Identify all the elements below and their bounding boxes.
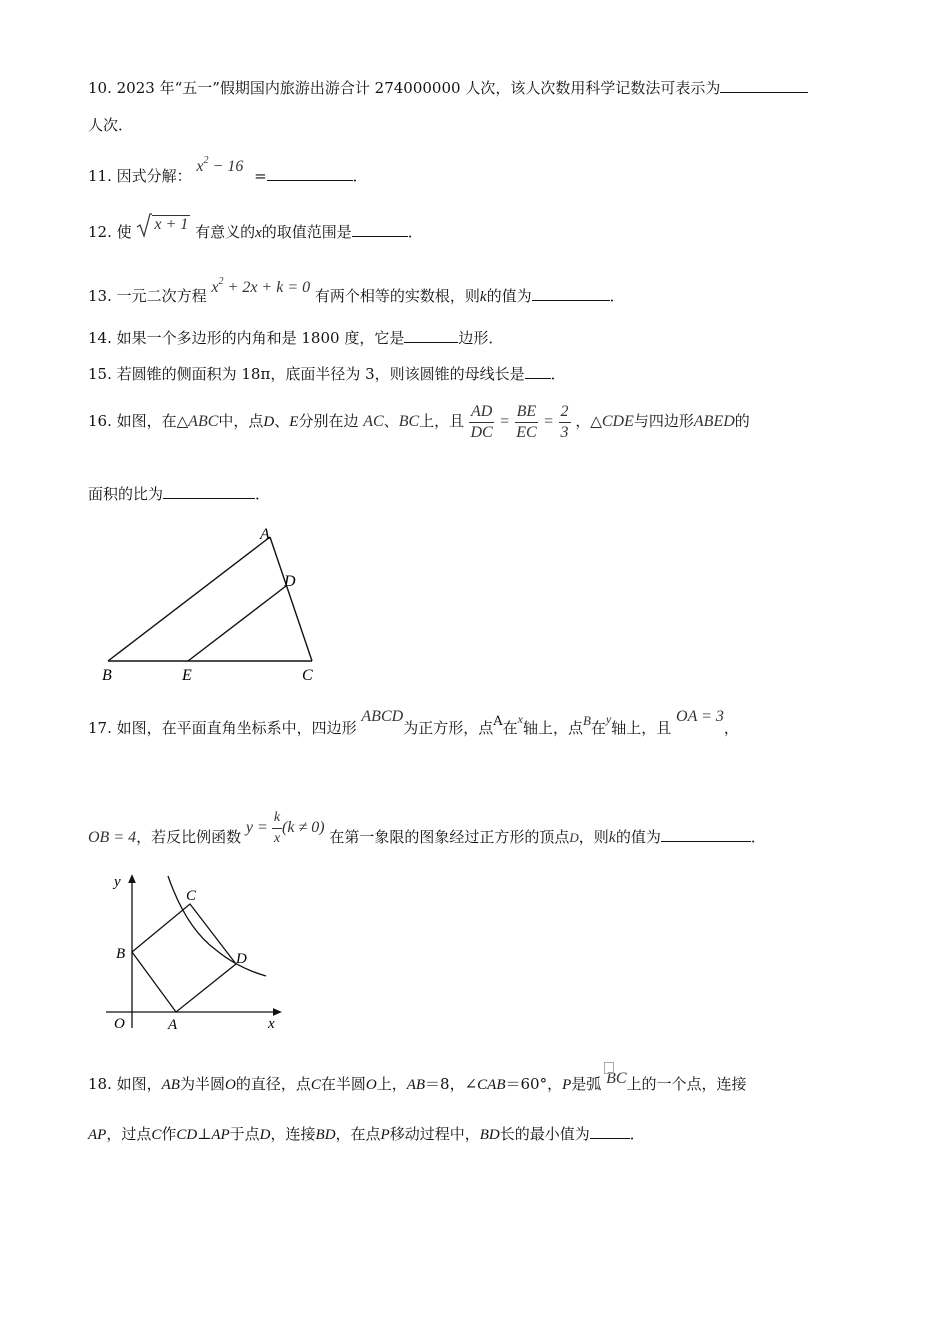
q12-radicand: x + 1 xyxy=(154,216,189,233)
fig17-label-a: A xyxy=(168,1017,178,1033)
q12-sqrt xyxy=(136,212,190,238)
q10-line2 xyxy=(88,115,133,135)
fig16-label-e: E xyxy=(182,667,192,684)
q15-answer-blank[interactable] xyxy=(525,364,551,379)
q12-answer-blank[interactable] xyxy=(352,222,408,237)
q11-line: 11. 因式分解： $x^2 - 16$ = ． xyxy=(88,155,368,185)
q12-prefix: 12. 使 xyxy=(88,223,132,241)
q18-line1: 18. 如图，AB为半圆O的直径，点C在半圆O上，AB＝8，∠CAB＝60°，P是弧 BC上的一个点，连接 xyxy=(88,1074,747,1095)
q14-text: 14. 如果一个多边形的内角和是 1800 度，它是 xyxy=(88,329,405,347)
q13-line: 13. 一元二次方程 $x^2 + 2x + k = 0$ 有两个相等的实数根，则k的值为 ． xyxy=(88,276,625,305)
q11-expression: $x^2 - 16$ xyxy=(196,155,244,175)
q17-line1: 17. 如图，在平面直角坐标系中，四边形 ABCD为正方形，点A在$^x$轴上，点B在$^y$轴上，且 OA = 3， xyxy=(88,708,739,737)
fig16-label-d: D xyxy=(284,573,296,590)
q11-answer-blank[interactable] xyxy=(267,166,353,181)
fig16-label-a: A xyxy=(260,526,270,543)
q12-line: 12. 使 x + 1 有意义的x的取值范围是 ． xyxy=(88,220,423,246)
q17-function: y = $\frac{k}{x}$ (k ≠ 0) xyxy=(245,810,325,846)
fig17-label-b: B xyxy=(116,946,126,962)
q18-line2: AP，过点C作CD⊥AP于点D，连接BD，在点P移动过程中，BD长的最小值为 ． xyxy=(88,1125,645,1143)
fig17-label-c: C xyxy=(186,888,197,904)
q18-answer-blank[interactable] xyxy=(590,1124,630,1139)
fig17-label-d: D xyxy=(236,951,247,967)
q16-fraction-be-ec: $\frac{BE}{EC}$ xyxy=(516,402,537,441)
sqrt-sign-icon xyxy=(136,212,152,238)
fig16-label-b: B xyxy=(102,667,112,684)
q10-text: 10. 2023 年“五一”假期国内旅游出游合计 274000000 人次，该人次数用科学记数法可表示为 xyxy=(88,79,721,97)
q10-text-end: 人次． xyxy=(88,116,134,134)
q13-prefix: 13. 一元二次方程 xyxy=(88,287,207,305)
q14-answer-blank[interactable] xyxy=(404,328,458,343)
q15-text: 15. 若圆锥的侧面积为 18π，底面半径为 3，则该圆锥的母线长是 xyxy=(88,365,525,383)
q16-triangle-figure xyxy=(96,520,336,690)
q18-arc-bc: BC xyxy=(606,1070,626,1087)
q13-answer-blank[interactable] xyxy=(532,286,610,301)
q13-equation: $x^2 + 2x + k = 0$ xyxy=(211,276,311,296)
q17-answer-blank[interactable] xyxy=(661,827,751,842)
q10-answer-blank[interactable] xyxy=(720,78,808,93)
square-abcd xyxy=(132,904,236,1012)
q17-coordinate-figure xyxy=(98,866,298,1036)
fig17-label-y: y xyxy=(114,874,121,890)
q16-fraction-ad-dc: $\frac{AD}{DC}$ xyxy=(470,402,493,441)
q15-line: 15. 若圆锥的侧面积为 18π，底面半径为 3，则该圆锥的母线长是 ． xyxy=(88,365,566,383)
q16-line2: 面积的比为 ． xyxy=(88,485,271,503)
q10-line1 xyxy=(88,78,808,98)
q16-answer-blank[interactable] xyxy=(163,484,255,499)
q17-line2: OB = 4，若反比例函数 y = $\frac{k}{x}$ (k ≠ 0) 在第一象限的图象经过正方形的顶点D，则k的值为 ． xyxy=(88,810,766,847)
q16-fraction-2-3: $\frac{2}{3}$ xyxy=(560,402,569,441)
fig17-label-x: x xyxy=(268,1016,275,1032)
q14-line: 14. 如果一个多边形的内角和是 1800 度，它是 边形． xyxy=(88,329,504,347)
q16-line1: 16. 如图，在△ABC中，点D、E分别在边 AC、BC上，且 $\frac{AD}{DC}$ = $\frac{BE}{EC}$ = $\frac{2}{3}$ ，△CDE与四边形ABED的 xyxy=(88,402,750,441)
fig17-label-o: O xyxy=(114,1016,125,1032)
hyperbola-curve xyxy=(168,876,266,976)
q11-prefix: 11. 因式分解： xyxy=(88,167,192,185)
fig16-label-c: C xyxy=(302,667,313,684)
